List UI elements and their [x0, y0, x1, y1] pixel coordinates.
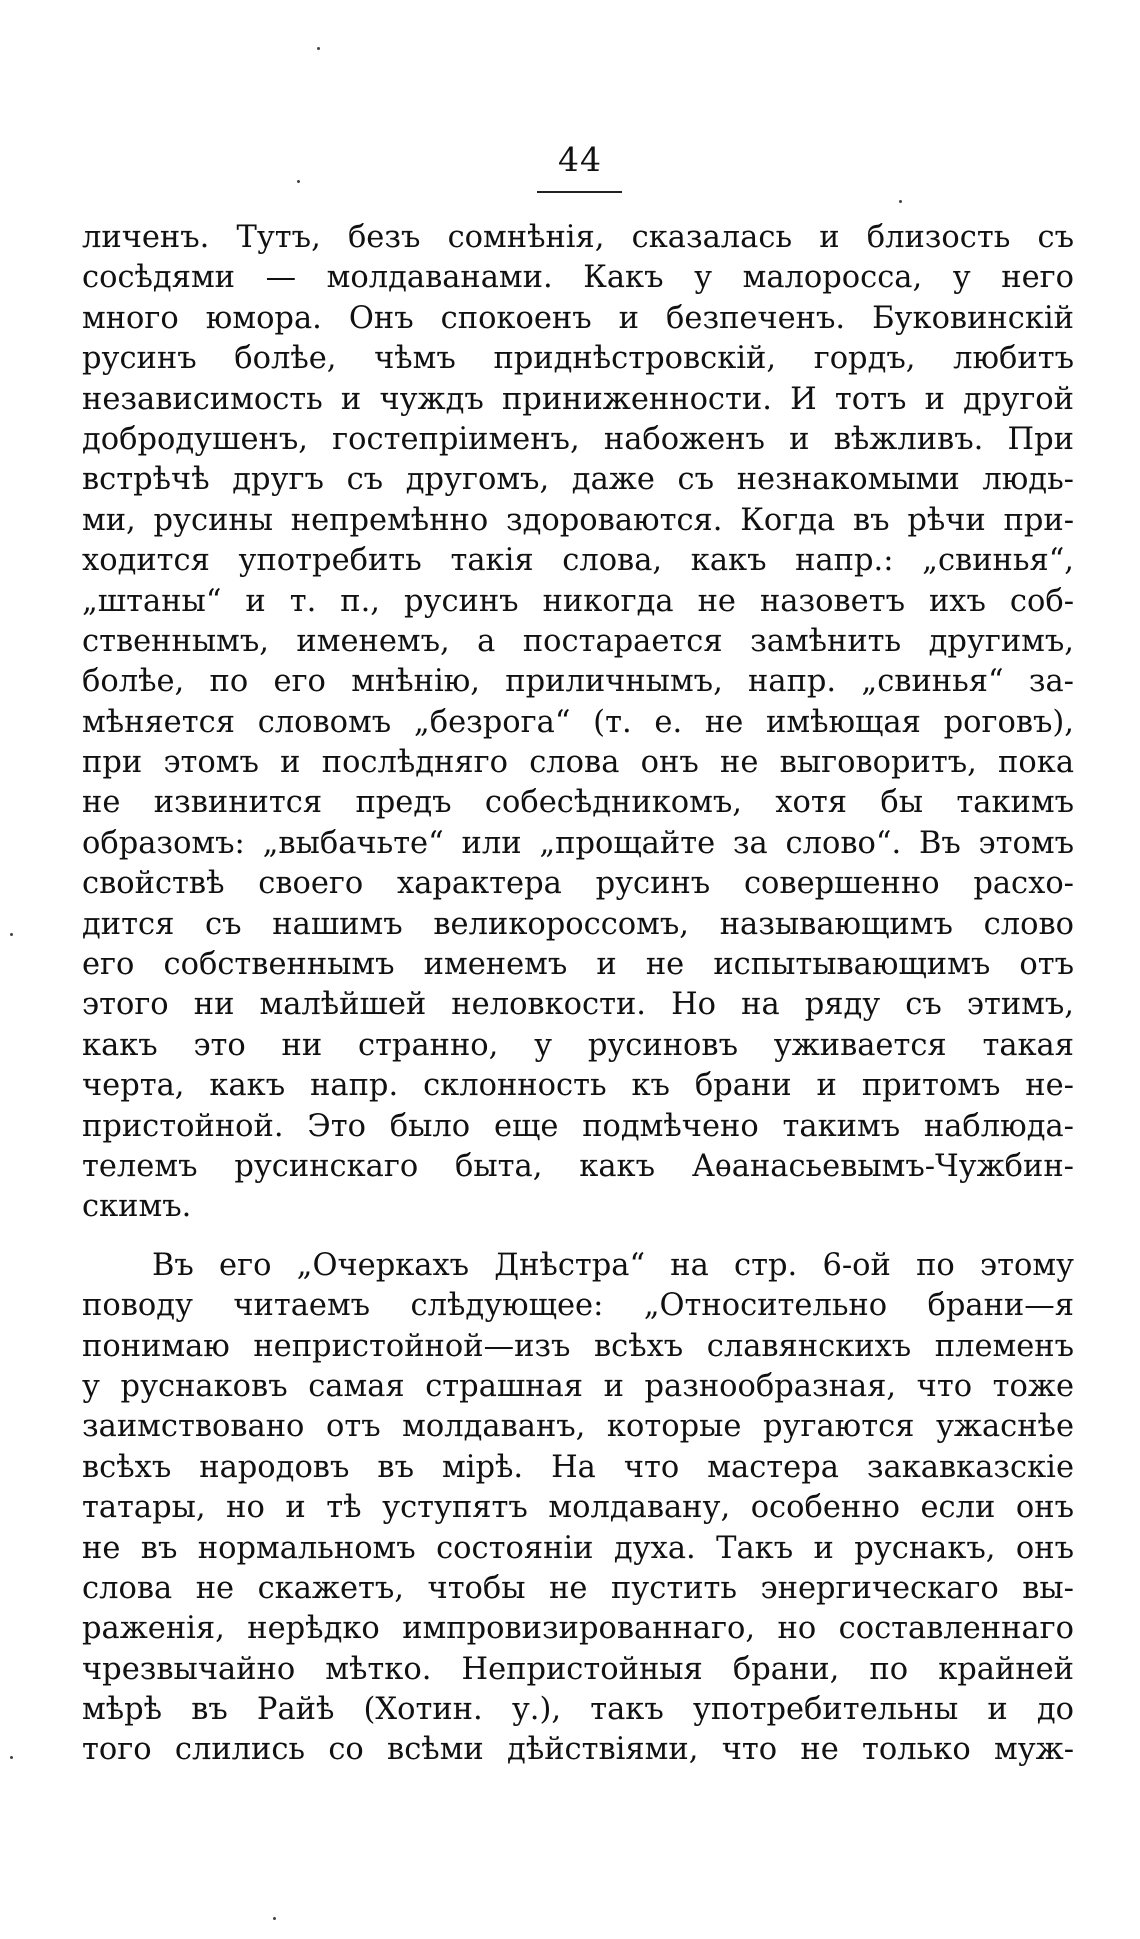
text-line: сосѣдями — молдаванами. Какъ у малоросса, у него — [82, 260, 1074, 296]
scan-speck — [899, 200, 902, 203]
scan-speck — [317, 47, 320, 50]
text-line: образомъ: „выбачьте“ или „прощайте за слово“. Въ этомъ — [82, 825, 1074, 861]
text-line: его собственнымъ именемъ и не испытывающимъ отъ — [82, 947, 1074, 983]
text-line: независимость и чуждъ приниженности. И тотъ и другой — [82, 381, 1074, 417]
text-line: много юмора. Онъ спокоенъ и безпеченъ. Буковинскій — [82, 300, 1074, 336]
text-line: ственнымъ, именемъ, а постарается замѣнить другимъ, — [82, 623, 1074, 659]
text-line: болѣе, по его мнѣнію, приличнымъ, напр. „свинья“ за- — [82, 664, 1074, 700]
text-line: черта, какъ напр. склонность къ брани и притомъ не- — [82, 1068, 1074, 1104]
paragraph-1 — [82, 218, 1074, 1228]
text-line: слова не скажетъ, чтобы не пустить энергическаго вы- — [82, 1570, 1074, 1606]
scan-speck — [273, 1917, 276, 1920]
text-line: мѣрѣ въ Райѣ (Хотин. у.), такъ употребительны и до — [82, 1692, 1074, 1728]
paragraph-2 — [82, 1246, 1074, 1771]
scan-speck — [10, 933, 13, 936]
page-text — [82, 218, 1074, 1771]
text-line: ходится употребить такія слова, какъ напр.: „свинья“, — [82, 543, 1074, 579]
text-line: русинъ болѣе, чѣмъ приднѣстровскій, гордъ, любитъ — [82, 341, 1074, 377]
scan-speck — [297, 180, 300, 183]
page-number-rule — [537, 191, 622, 193]
text-line: этого ни малѣйшей неловкости. Но на ряду съ этимъ, — [82, 987, 1074, 1023]
text-line: понимаю непристойной—изъ всѣхъ славянскихъ племенъ — [82, 1328, 1074, 1364]
text-line: скимъ. — [82, 1189, 192, 1225]
text-line: раженія, нерѣдко импровизированнаго, но составленнаго — [82, 1611, 1074, 1647]
text-line: Въ его „Очеркахъ Днѣстра“ на стр. 6-ой по этому — [152, 1247, 1074, 1283]
text-line: поводу читаемъ слѣдующее: „Относительно брани—я — [82, 1288, 1074, 1324]
text-line: того слились со всѣми дѣйствіями, что не только муж- — [82, 1732, 1074, 1768]
text-line: мѣняется словомъ „безрога“ (т. е. не имѣющая роговъ), — [82, 704, 1074, 740]
scan-speck — [10, 1756, 13, 1759]
text-line: заимствовано отъ молдаванъ, которые ругаются ужаснѣе — [82, 1409, 1074, 1445]
paragraph-gap — [82, 1228, 1074, 1246]
text-line: татары, но и тѣ уступятъ молдавану, особенно если онъ — [82, 1490, 1074, 1526]
text-line: свойствѣ своего характера русинъ совершенно расхо- — [82, 866, 1074, 902]
text-line: при этомъ и послѣдняго слова онъ не выговоритъ, пока — [82, 745, 1074, 781]
text-line: дится съ нашимъ великороссомъ, называющимъ слово — [82, 906, 1074, 942]
text-line: встрѣчѣ другъ съ другомъ, даже съ незнакомыми людь- — [82, 462, 1074, 498]
text-line: не въ нормальномъ состояніи духа. Такъ и руснакъ, онъ — [82, 1530, 1074, 1566]
page-number: 44 — [558, 140, 602, 179]
text-line: добродушенъ, гостепріименъ, набоженъ и вѣжливъ. При — [82, 421, 1074, 457]
text-line: личенъ. Тутъ, безъ сомнѣнія, сказалась и близость съ — [82, 220, 1074, 255]
text-line: пристойной. Это было еще подмѣчено такимъ наблюда- — [82, 1108, 1074, 1144]
text-line: чрезвычайно мѣтко. Непристойныя брани, по крайней — [82, 1651, 1074, 1687]
text-line: ми, русины непремѣнно здороваются. Когда въ рѣчи при- — [82, 502, 1074, 538]
text-line: у руснаковъ самая страшная и разнообразная, что тоже — [82, 1368, 1074, 1404]
text-line: какъ это ни странно, у русиновъ уживается такая — [82, 1027, 1074, 1063]
text-line: „штаны“ и т. п., русинъ никогда не назоветъ ихъ соб- — [82, 583, 1074, 619]
text-line: не извинится предъ собесѣдникомъ, хотя бы такимъ — [82, 785, 1074, 821]
text-line: всѣхъ народовъ въ мірѣ. На что мастера закавказскіе — [82, 1449, 1074, 1485]
text-line: телемъ русинскаго быта, какъ Аѳанасьевымъ-Чужбин- — [82, 1148, 1074, 1184]
